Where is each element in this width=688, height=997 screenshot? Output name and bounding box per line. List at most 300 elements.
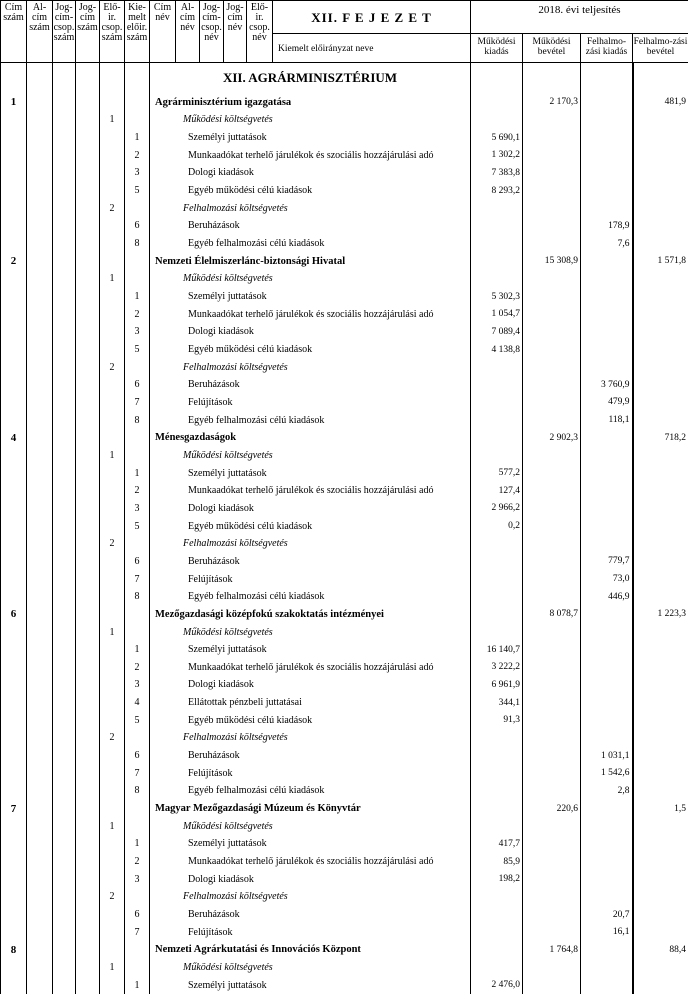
table-body (1, 63, 688, 994)
appropriation-name: Munkaadókat terhelő járulékok és szociális hozzájárulási adó (150, 482, 471, 500)
chapter-row (1, 94, 688, 112)
group-row (1, 199, 688, 217)
header-code-col: Elő-ir. csop. szám (100, 1, 125, 63)
appropriation-name: Beruházások (150, 217, 471, 235)
capital-revenue-value (633, 270, 688, 288)
appropriation-name: Agrárminisztérium igazgatása (150, 94, 471, 112)
empty-cell (53, 588, 76, 606)
empty-cell (27, 623, 53, 641)
operating-expense-value (471, 747, 523, 765)
operating-revenue-value (523, 853, 581, 871)
appropriation-name: Felhalmozási költségvetés (150, 729, 471, 747)
capital-revenue-value (633, 182, 688, 200)
capital-expense-value (581, 146, 633, 164)
operating-expense-value (471, 235, 523, 253)
empty-cell (53, 464, 76, 482)
capital-revenue-value (633, 517, 688, 535)
group-number (100, 870, 125, 888)
empty-cell (53, 976, 76, 994)
cim-number (1, 217, 27, 235)
capital-expense-value: 3 760,9 (581, 376, 633, 394)
empty-cell (76, 694, 100, 712)
group-number (100, 976, 125, 994)
item-number: 5 (125, 182, 150, 200)
group-number (100, 606, 125, 624)
capital-revenue-value (633, 623, 688, 641)
operating-revenue-value (523, 747, 581, 765)
operating-revenue-value (523, 888, 581, 906)
cim-number (1, 870, 27, 888)
appropriation-name: Személyi juttatások (150, 129, 471, 147)
operating-expense-value (471, 888, 523, 906)
ministry-title: XII. AGRÁRMINISZTÉRIUM (150, 63, 471, 94)
empty-cell (53, 906, 76, 924)
empty-cell (27, 217, 53, 235)
capital-revenue-value (633, 535, 688, 553)
operating-expense-value: 16 140,7 (471, 641, 523, 659)
appropriation-name: Egyéb működési célú kiadások (150, 517, 471, 535)
appropriation-name: Munkaadókat terhelő járulékok és szociális hozzájárulási adó (150, 853, 471, 871)
operating-revenue-value (523, 694, 581, 712)
operating-expense-value: 198,2 (471, 870, 523, 888)
item-row (1, 711, 688, 729)
capital-expense-value (581, 870, 633, 888)
appropriation-name: Munkaadókat terhelő járulékok és szociális hozzájárulási adó (150, 305, 471, 323)
empty-cell (53, 835, 76, 853)
empty-cell (27, 959, 53, 977)
empty-cell (76, 782, 100, 800)
item-row (1, 288, 688, 306)
empty-cell (76, 588, 100, 606)
appropriation-name: Dologi kiadások (150, 500, 471, 518)
chapter-row (1, 800, 688, 818)
capital-expense-value (581, 199, 633, 217)
item-row (1, 764, 688, 782)
empty-cell (27, 164, 53, 182)
group-number (100, 641, 125, 659)
group-number (100, 764, 125, 782)
cim-number (1, 817, 27, 835)
item-number: 8 (125, 782, 150, 800)
item-number (125, 252, 150, 270)
header-code-col: Jog-cím név (224, 1, 247, 63)
appropriation-name: Egyéb felhalmozási célú kiadások (150, 411, 471, 429)
empty-cell (76, 835, 100, 853)
empty-cell (76, 394, 100, 412)
empty-cell (76, 800, 100, 818)
operating-revenue-value (523, 482, 581, 500)
item-number (125, 447, 150, 465)
empty-cell (53, 129, 76, 147)
capital-revenue-value: 718,2 (633, 429, 688, 447)
appropriation-name: Dologi kiadások (150, 676, 471, 694)
operating-expense-value: 8 293,2 (471, 182, 523, 200)
operating-revenue-value (523, 164, 581, 182)
empty-cell (27, 199, 53, 217)
appropriation-name: Működési költségvetés (150, 623, 471, 641)
operating-revenue-value (523, 394, 581, 412)
cim-number (1, 923, 27, 941)
group-number (100, 305, 125, 323)
group-row (1, 888, 688, 906)
empty-cell (27, 429, 53, 447)
capital-revenue-value (633, 217, 688, 235)
item-row (1, 870, 688, 888)
group-number (100, 782, 125, 800)
capital-expense-value: 16,1 (581, 923, 633, 941)
empty-cell (53, 641, 76, 659)
value-column-header: Felhalmo-zási bevétel (633, 34, 688, 63)
empty-cell (76, 641, 100, 659)
cim-number (1, 535, 27, 553)
item-number (125, 959, 150, 977)
group-number (100, 252, 125, 270)
capital-expense-value (581, 358, 633, 376)
operating-expense-value: 5 302,3 (471, 288, 523, 306)
item-number: 7 (125, 923, 150, 941)
empty-cell (27, 111, 53, 129)
empty-cell (27, 288, 53, 306)
operating-expense-value (471, 570, 523, 588)
empty-cell (76, 341, 100, 359)
operating-revenue-value (523, 976, 581, 994)
group-row (1, 111, 688, 129)
appropriation-name: Ménesgazdaságok (150, 429, 471, 447)
cim-number (1, 482, 27, 500)
capital-expense-value: 1 031,1 (581, 747, 633, 765)
group-number (100, 94, 125, 112)
cim-number (1, 341, 27, 359)
appropriation-name: Beruházások (150, 906, 471, 924)
capital-expense-value (581, 129, 633, 147)
group-number: 2 (100, 358, 125, 376)
empty-cell (27, 941, 53, 959)
empty-cell (27, 482, 53, 500)
capital-revenue-value (633, 341, 688, 359)
capital-revenue-value (633, 376, 688, 394)
empty-cell (76, 817, 100, 835)
operating-expense-value (471, 394, 523, 412)
group-number (100, 747, 125, 765)
cim-number (1, 835, 27, 853)
item-number: 2 (125, 305, 150, 323)
empty-cell (27, 888, 53, 906)
cim-number: 1 (1, 94, 27, 112)
empty-cell (53, 606, 76, 624)
value-column-header: Felhalmo-zási kiadás (581, 34, 633, 63)
item-number: 8 (125, 588, 150, 606)
group-number (100, 146, 125, 164)
operating-revenue-value (523, 729, 581, 747)
empty-cell (53, 482, 76, 500)
appropriation-name: Személyi juttatások (150, 835, 471, 853)
empty-cell (76, 411, 100, 429)
capital-revenue-value (633, 411, 688, 429)
empty-cell (27, 729, 53, 747)
operating-revenue-value (523, 782, 581, 800)
empty-cell (53, 164, 76, 182)
item-number (125, 111, 150, 129)
item-row (1, 482, 688, 500)
group-number: 1 (100, 817, 125, 835)
empty-cell (76, 906, 100, 924)
cim-number (1, 235, 27, 253)
group-number (100, 906, 125, 924)
operating-revenue-value: 8 078,7 (523, 606, 581, 624)
empty-cell (76, 570, 100, 588)
item-row (1, 976, 688, 994)
empty-cell (27, 394, 53, 412)
cim-number: 6 (1, 606, 27, 624)
cim-number (1, 729, 27, 747)
group-number: 2 (100, 888, 125, 906)
empty-cell (27, 464, 53, 482)
item-row (1, 164, 688, 182)
group-number: 1 (100, 111, 125, 129)
group-number (100, 164, 125, 182)
group-number (100, 235, 125, 253)
capital-revenue-value (633, 588, 688, 606)
appropriation-name: Működési költségvetés (150, 111, 471, 129)
empty-cell (53, 659, 76, 677)
appropriation-name: Munkaadókat terhelő járulékok és szociális hozzájárulási adó (150, 146, 471, 164)
item-number: 5 (125, 341, 150, 359)
appropriation-name: Felhalmozási költségvetés (150, 888, 471, 906)
cim-number (1, 641, 27, 659)
capital-expense-value (581, 500, 633, 518)
empty-cell (53, 270, 76, 288)
cim-number (1, 411, 27, 429)
group-number (100, 429, 125, 447)
item-number: 3 (125, 164, 150, 182)
capital-revenue-value (633, 482, 688, 500)
empty-cell (76, 606, 100, 624)
period-header: 2018. évi teljesítés (471, 1, 688, 34)
capital-revenue-value (633, 641, 688, 659)
cim-number: 2 (1, 252, 27, 270)
capital-expense-value (581, 517, 633, 535)
item-row (1, 923, 688, 941)
operating-revenue-value (523, 358, 581, 376)
capital-expense-value (581, 182, 633, 200)
empty-cell (76, 111, 100, 129)
empty-cell (53, 394, 76, 412)
capital-revenue-value (633, 764, 688, 782)
empty-cell (27, 376, 53, 394)
empty-cell (53, 623, 76, 641)
empty-cell (27, 923, 53, 941)
operating-expense-value (471, 252, 523, 270)
operating-revenue-value (523, 199, 581, 217)
operating-expense-value (471, 270, 523, 288)
appropriation-name: Dologi kiadások (150, 870, 471, 888)
cim-number (1, 111, 27, 129)
empty-cell (76, 976, 100, 994)
cim-number (1, 588, 27, 606)
operating-revenue-value (523, 623, 581, 641)
capital-expense-value: 479,9 (581, 394, 633, 412)
empty-cell (53, 553, 76, 571)
operating-revenue-value (523, 535, 581, 553)
group-number (100, 464, 125, 482)
empty-cell (76, 500, 100, 518)
capital-revenue-value (633, 729, 688, 747)
cim-number (1, 570, 27, 588)
capital-expense-value: 779,7 (581, 553, 633, 571)
operating-expense-value: 1 302,2 (471, 146, 523, 164)
appropriation-name: Ellátottak pénzbeli juttatásai (150, 694, 471, 712)
operating-revenue-value: 220,6 (523, 800, 581, 818)
item-number: 8 (125, 411, 150, 429)
item-row (1, 305, 688, 323)
operating-revenue-value (523, 553, 581, 571)
item-number (125, 358, 150, 376)
operating-expense-value: 2 476,0 (471, 976, 523, 994)
group-number (100, 288, 125, 306)
appropriation-name: Működési költségvetés (150, 817, 471, 835)
operating-expense-value (471, 588, 523, 606)
operating-revenue-value (523, 305, 581, 323)
item-number (125, 800, 150, 818)
empty-cell (27, 800, 53, 818)
appropriation-name: Egyéb felhalmozási célú kiadások (150, 235, 471, 253)
cim-number (1, 764, 27, 782)
operating-revenue-value (523, 341, 581, 359)
capital-expense-value (581, 959, 633, 977)
empty-cell (76, 535, 100, 553)
item-number: 2 (125, 853, 150, 871)
item-row (1, 500, 688, 518)
operating-revenue-value (523, 464, 581, 482)
cim-number (1, 676, 27, 694)
capital-expense-value: 446,9 (581, 588, 633, 606)
operating-expense-value (471, 111, 523, 129)
operating-expense-value (471, 411, 523, 429)
operating-revenue-value (523, 835, 581, 853)
header-code-col: Jog-cím-csop. név (200, 1, 224, 63)
item-row (1, 217, 688, 235)
appropriation-name: Beruházások (150, 376, 471, 394)
chapter-row (1, 252, 688, 270)
empty-cell (76, 94, 100, 112)
capital-revenue-value (633, 853, 688, 871)
operating-revenue-value (523, 959, 581, 977)
group-number: 2 (100, 729, 125, 747)
empty-cell (53, 252, 76, 270)
capital-expense-value (581, 888, 633, 906)
empty-cell (27, 606, 53, 624)
operating-revenue-value (523, 764, 581, 782)
appropriation-name: Személyi juttatások (150, 976, 471, 994)
operating-expense-value: 2 966,2 (471, 500, 523, 518)
empty-cell (53, 411, 76, 429)
empty-cell (27, 235, 53, 253)
empty-cell (53, 500, 76, 518)
operating-revenue-value (523, 146, 581, 164)
group-number: 1 (100, 447, 125, 465)
capital-expense-value (581, 535, 633, 553)
capital-expense-value (581, 835, 633, 853)
capital-expense-value: 20,7 (581, 906, 633, 924)
operating-revenue-value: 2 170,3 (523, 94, 581, 112)
operating-expense-value: 577,2 (471, 464, 523, 482)
group-number (100, 482, 125, 500)
empty-cell (53, 694, 76, 712)
empty-cell (53, 764, 76, 782)
cim-number (1, 553, 27, 571)
empty-cell (53, 341, 76, 359)
operating-revenue-value (523, 711, 581, 729)
item-number: 4 (125, 694, 150, 712)
cim-number (1, 394, 27, 412)
group-number (100, 394, 125, 412)
capital-expense-value (581, 676, 633, 694)
item-number (125, 729, 150, 747)
appropriation-name: Nemzeti Élelmiszerlánc-biztonsági Hivatal (150, 252, 471, 270)
item-number (125, 199, 150, 217)
empty-cell (27, 676, 53, 694)
item-row (1, 182, 688, 200)
group-number: 1 (100, 623, 125, 641)
operating-expense-value (471, 199, 523, 217)
capital-revenue-value (633, 694, 688, 712)
table-header (1, 1, 688, 63)
item-number: 3 (125, 676, 150, 694)
capital-expense-value (581, 482, 633, 500)
empty-cell (27, 711, 53, 729)
item-number (125, 270, 150, 288)
capital-revenue-value (633, 305, 688, 323)
capital-expense-value (581, 976, 633, 994)
appropriation-name: Magyar Mezőgazdasági Múzeum és Könyvtár (150, 800, 471, 818)
item-number (125, 888, 150, 906)
cim-number (1, 711, 27, 729)
value-column-header: Működési bevétel (523, 34, 581, 63)
capital-expense-value (581, 853, 633, 871)
item-row (1, 570, 688, 588)
empty-cell (53, 570, 76, 588)
item-number (125, 941, 150, 959)
capital-revenue-value (633, 394, 688, 412)
group-number: 1 (100, 959, 125, 977)
group-number (100, 411, 125, 429)
cim-number: 4 (1, 429, 27, 447)
empty-cell (76, 164, 100, 182)
operating-expense-value (471, 217, 523, 235)
capital-expense-value (581, 623, 633, 641)
cim-number (1, 659, 27, 677)
group-number: 2 (100, 199, 125, 217)
appropriation-name: Beruházások (150, 553, 471, 571)
capital-expense-value: 73,0 (581, 570, 633, 588)
cim-number: 7 (1, 800, 27, 818)
operating-revenue-value (523, 641, 581, 659)
empty-cell (27, 870, 53, 888)
cim-number (1, 182, 27, 200)
item-row (1, 853, 688, 871)
capital-revenue-value (633, 129, 688, 147)
operating-revenue-value (523, 570, 581, 588)
value-column-header: Működési kiadás (471, 34, 523, 63)
item-number: 5 (125, 517, 150, 535)
operating-expense-value: 0,2 (471, 517, 523, 535)
group-number (100, 376, 125, 394)
operating-revenue-value: 1 764,8 (523, 941, 581, 959)
operating-expense-value (471, 606, 523, 624)
empty-cell (53, 376, 76, 394)
item-row (1, 906, 688, 924)
cim-number (1, 199, 27, 217)
